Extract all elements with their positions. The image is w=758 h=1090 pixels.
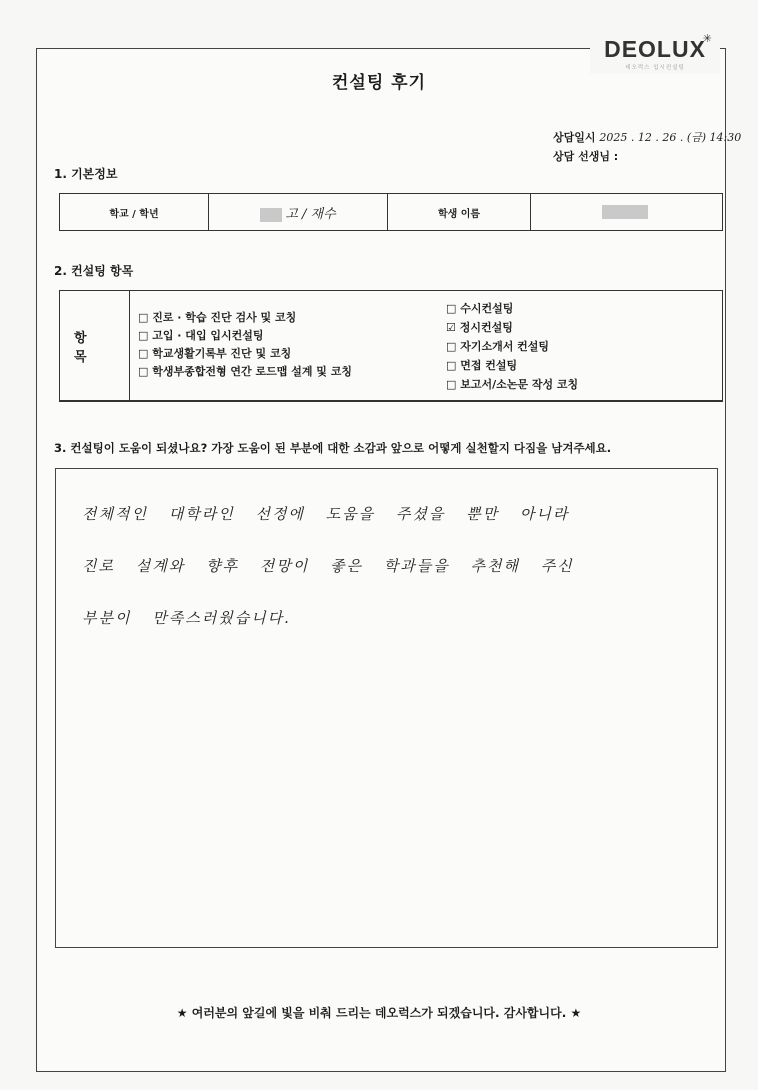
answer-line: 전체적인 대학라인 선정에 도움을 주셨을 뿐만 아니라 — [82, 505, 570, 523]
school-value: 고 / 재수 — [285, 206, 336, 222]
items-label: 항 목 — [60, 291, 130, 401]
counselor-label: 상담 선생님 : — [553, 150, 619, 163]
answer-box[interactable] — [55, 468, 718, 948]
checkbox-item[interactable]: □ 면접 컨설팅 — [446, 359, 518, 372]
items-right-column — [446, 299, 578, 394]
checkbox-item[interactable]: □ 자기소개서 컨설팅 — [446, 340, 550, 353]
checkbox-item[interactable]: ☑ 정시컨설팅 — [446, 321, 513, 334]
school-value-cell — [209, 194, 388, 231]
checkbox-item[interactable]: □ 보고서/소논문 작성 코칭 — [446, 378, 579, 391]
checkbox-item[interactable]: □ 수시컨설팅 — [446, 302, 514, 315]
consult-meta — [553, 128, 741, 166]
consult-items-box — [59, 290, 723, 402]
redacted-block — [260, 208, 282, 222]
section1-heading: 1. 기본정보 — [54, 167, 118, 181]
checkbox-item[interactable]: □ 학생부종합전형 연간 로드맵 설계 및 코칭 — [138, 365, 353, 378]
logo-name: DEOLUX — [604, 36, 706, 62]
name-label: 학생 이름 — [388, 194, 531, 231]
footer-message: ★ 여러분의 앞길에 빛을 비춰 드리는 데오럭스가 되겠습니다. 감사합니다. ★ — [176, 1006, 582, 1020]
section3-question: 3. 컨설팅이 도움이 되셨나요? 가장 도움이 된 부분에 대한 소감과 앞으로 어떻게 실천할지 다짐을 남겨주세요. — [54, 441, 612, 455]
school-label: 학교 / 학년 — [60, 194, 209, 231]
date-label: 상담일시 — [553, 131, 596, 144]
checkbox-item[interactable]: □ 고입 · 대입 입시컨설팅 — [138, 329, 264, 342]
checkbox-item[interactable]: □ 진로 · 학습 진단 검사 및 코칭 — [138, 311, 297, 324]
basic-info-table — [59, 193, 723, 231]
sparkle-icon: ✳ — [702, 32, 712, 45]
items-left-column — [138, 309, 352, 381]
section2-heading: 2. 컨설팅 항목 — [54, 264, 134, 278]
answer-line: 진로 설계와 향후 전망이 좋은 학과들을 추천해 주신 — [82, 557, 574, 575]
page-title: 컨설팅 후기 — [331, 73, 427, 93]
logo-tagline: 데오럭스 입시컨설팅 — [625, 65, 685, 71]
name-value-cell — [531, 194, 723, 231]
answer-line: 부분이 만족스러웠습니다. — [82, 609, 291, 627]
date-value: 2025 . 12 . 26 . (금) 14:30 — [599, 131, 742, 144]
checkbox-item[interactable]: □ 학교생활기록부 진단 및 코칭 — [138, 347, 292, 360]
redacted-block — [602, 205, 648, 219]
